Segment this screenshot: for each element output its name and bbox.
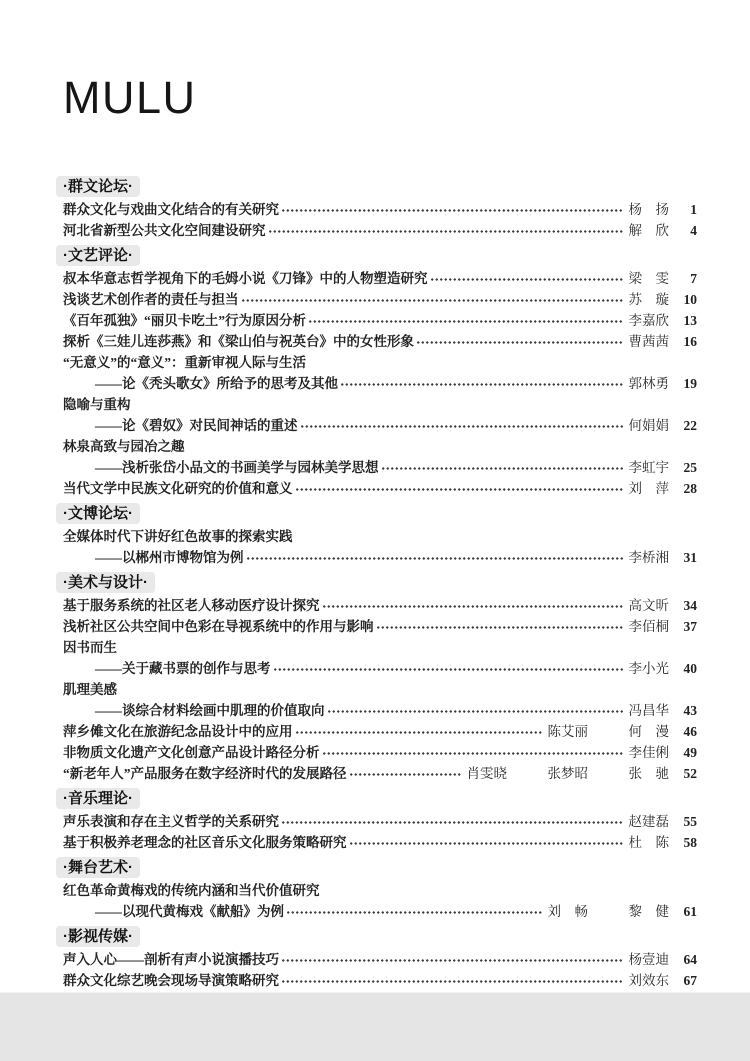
toc-entry-line <box>63 436 697 457</box>
entry-title: ——以郴州市博物馆为例 <box>95 550 244 565</box>
entry-page-number: 55 <box>683 814 697 829</box>
entry-authors: 刘 畅 黎 健 <box>547 904 669 919</box>
entry-authors: 冯昌华 <box>628 703 669 718</box>
dotted-leader <box>349 766 462 778</box>
toc-entry-line <box>63 700 697 721</box>
toc-entry-line <box>63 880 697 901</box>
dotted-leader <box>281 202 624 214</box>
dotted-leader <box>308 313 624 325</box>
dotted-leader <box>268 223 624 235</box>
entry-title: 叔本华意志哲学视角下的毛姆小说《刀锋》中的人物塑造研究 <box>63 271 428 286</box>
dotted-leader <box>430 271 624 283</box>
toc-entry-line <box>63 901 697 922</box>
entry-page-number: 67 <box>683 973 697 988</box>
dotted-leader <box>286 904 543 916</box>
entry-authors: 苏 璇 <box>628 292 669 307</box>
toc-entry-line <box>63 220 697 241</box>
entry-page-number: 22 <box>683 418 697 433</box>
toc-entry-line <box>63 268 697 289</box>
entry-title: “无意义”的“意义”：重新审视人际与生活 <box>63 355 306 370</box>
toc-entry-line <box>63 394 697 415</box>
toc-entry-line <box>63 199 697 220</box>
entry-title: 萍乡傩文化在旅游纪念品设计中的应用 <box>63 724 293 739</box>
section-badge: ·影视传媒· <box>56 926 140 947</box>
entry-authors: 赵建磊 <box>628 814 669 829</box>
toc-entry-line <box>63 478 697 499</box>
entry-page-number: 43 <box>683 703 697 718</box>
toc-entry-line <box>63 457 697 478</box>
entry-page-number: 25 <box>683 460 697 475</box>
toc-entry-line <box>63 616 697 637</box>
entry-authors: 曹茜茜 <box>628 334 669 349</box>
dotted-leader <box>349 835 624 847</box>
entry-page-number: 31 <box>683 550 697 565</box>
toc-entry-line <box>63 595 697 616</box>
toc-entry-line <box>63 373 697 394</box>
entry-authors: 郭林勇 <box>628 376 669 391</box>
entry-authors: 刘 萍 <box>628 481 669 496</box>
dotted-leader <box>281 952 624 964</box>
toc-entry-line <box>63 658 697 679</box>
entry-authors: 李佰桐 <box>628 619 669 634</box>
entry-title: 肌理美感 <box>63 682 117 697</box>
entry-title: ——关于藏书票的创作与思考 <box>95 661 271 676</box>
toc-entry-line <box>63 547 697 568</box>
page-bottom-gray-area <box>0 993 750 1061</box>
entry-title: 隐喻与重构 <box>63 397 131 412</box>
entry-page-number: 64 <box>683 952 697 967</box>
entry-title: 群众文化综艺晚会现场导演策略研究 <box>63 973 279 988</box>
entry-page-number: 46 <box>683 724 697 739</box>
entry-authors: 李嘉欣 <box>628 313 669 328</box>
entry-page-number: 10 <box>683 292 697 307</box>
entry-authors: 陈艾丽 何 漫 <box>547 724 669 739</box>
dotted-leader <box>327 703 624 715</box>
section-badge: ·群文论坛· <box>56 176 140 197</box>
entry-authors: 李小光 <box>628 661 669 676</box>
entry-page-number: 40 <box>683 661 697 676</box>
entry-page-number: 52 <box>683 766 697 781</box>
entry-page-number: 58 <box>683 835 697 850</box>
dotted-leader <box>300 418 624 430</box>
toc-entry-line <box>63 721 697 742</box>
entry-title: 《百年孤独》“丽贝卡吃土”行为原因分析 <box>63 313 306 328</box>
entry-authors: 杨壹迪 <box>628 952 669 967</box>
dotted-leader <box>273 661 624 673</box>
entry-title: ——论《秃头歌女》所给予的思考及其他 <box>95 376 338 391</box>
entry-title: 全媒体时代下讲好红色故事的探索实践 <box>63 529 293 544</box>
toc-entry-line <box>63 310 697 331</box>
toc-entry-line <box>63 331 697 352</box>
entry-authors: 李桥湘 <box>628 550 669 565</box>
dotted-leader <box>246 550 624 562</box>
entry-page-number: 13 <box>683 313 697 328</box>
toc-entry-line <box>63 415 697 436</box>
entry-title: 林泉高致与园冶之趣 <box>63 439 185 454</box>
entry-authors: 解 欣 <box>628 223 669 238</box>
toc-entry-line <box>63 679 697 700</box>
dotted-leader <box>241 292 624 304</box>
entry-page-number: 4 <box>690 223 697 238</box>
entry-authors: 何娟娟 <box>628 418 669 433</box>
section-badge: ·文艺评论· <box>56 245 140 266</box>
entry-page-number: 19 <box>683 376 697 391</box>
entry-title: ——论《碧奴》对民间神话的重述 <box>95 418 298 433</box>
dotted-leader <box>281 973 624 985</box>
entry-page-number: 34 <box>683 598 697 613</box>
entry-title: 浅谈艺术创作者的责任与担当 <box>63 292 239 307</box>
toc-entry-line <box>63 289 697 310</box>
entry-title: “新老年人”产品服务在数字经济时代的发展路径 <box>63 766 347 781</box>
entry-title: 非物质文化遗产文化创意产品设计路径分析 <box>63 745 320 760</box>
entry-title: 声乐表演和存在主义哲学的关系研究 <box>63 814 279 829</box>
entry-page-number: 28 <box>683 481 697 496</box>
entry-authors: 杜 陈 <box>628 835 669 850</box>
entry-authors: 高文昕 <box>628 598 669 613</box>
dotted-leader <box>295 724 543 736</box>
entry-authors: 李虹宇 <box>628 460 669 475</box>
section-badge: ·舞台艺术· <box>56 857 140 878</box>
entry-title: ——以现代黄梅戏《献船》为例 <box>95 904 284 919</box>
toc-entry-line <box>63 763 697 784</box>
entry-authors: 梁 雯 <box>628 271 669 286</box>
toc-entry-line <box>63 352 697 373</box>
entry-page-number: 49 <box>683 745 697 760</box>
entry-title: 红色革命黄梅戏的传统内涵和当代价值研究 <box>63 883 320 898</box>
toc-entry-line <box>63 526 697 547</box>
entry-title: ——谈综合材料绘画中肌理的价值取向 <box>95 703 325 718</box>
entry-title: 浅析社区公共空间中色彩在导视系统中的作用与影响 <box>63 619 374 634</box>
section-badge: ·美术与设计· <box>56 572 155 593</box>
entry-authors: 李佳俐 <box>628 745 669 760</box>
toc <box>63 176 697 991</box>
entry-authors: 肖雯晓 张梦昭 张 驰 <box>466 766 669 781</box>
entry-page-number: 7 <box>690 271 697 286</box>
entry-title: 当代文学中民族文化研究的价值和意义 <box>63 481 293 496</box>
entry-page-number: 37 <box>683 619 697 634</box>
toc-entry-line <box>63 637 697 658</box>
dotted-leader <box>281 814 624 826</box>
dotted-leader <box>340 376 624 388</box>
toc-entry-line <box>63 811 697 832</box>
entry-page-number: 61 <box>683 904 697 919</box>
entry-page-number: 1 <box>690 202 697 217</box>
dotted-leader <box>295 481 624 493</box>
toc-entry-line <box>63 970 697 991</box>
entry-title: 探析《三娃儿连莎燕》和《梁山伯与祝英台》中的女性形象 <box>63 334 414 349</box>
section-badge: ·文博论坛· <box>56 503 140 524</box>
dotted-leader <box>322 745 624 757</box>
entry-authors: 刘效东 <box>628 973 669 988</box>
dotted-leader <box>416 334 624 346</box>
dotted-leader <box>381 460 624 472</box>
entry-title: 基于服务系统的社区老人移动医疗设计探究 <box>63 598 320 613</box>
entry-title: ——浅析张岱小品文的书画美学与园林美学思想 <box>95 460 379 475</box>
entry-title: 因书而生 <box>63 640 117 655</box>
entry-authors: 杨 扬 <box>628 202 669 217</box>
section-badge: ·音乐理论· <box>56 788 140 809</box>
toc-entry-line <box>63 949 697 970</box>
toc-entry-line <box>63 832 697 853</box>
entry-title: 基于积极养老理念的社区音乐文化服务策略研究 <box>63 835 347 850</box>
entry-page-number: 16 <box>683 334 697 349</box>
entry-title: 群众文化与戏曲文化结合的有关研究 <box>63 202 279 217</box>
entry-title: 声入人心——剖析有声小说演播技巧 <box>63 952 279 967</box>
dotted-leader <box>376 619 624 631</box>
toc-entry-line <box>63 742 697 763</box>
dotted-leader <box>322 598 624 610</box>
page-title: MULU <box>63 72 197 123</box>
entry-title: 河北省新型公共文化空间建设研究 <box>63 223 266 238</box>
